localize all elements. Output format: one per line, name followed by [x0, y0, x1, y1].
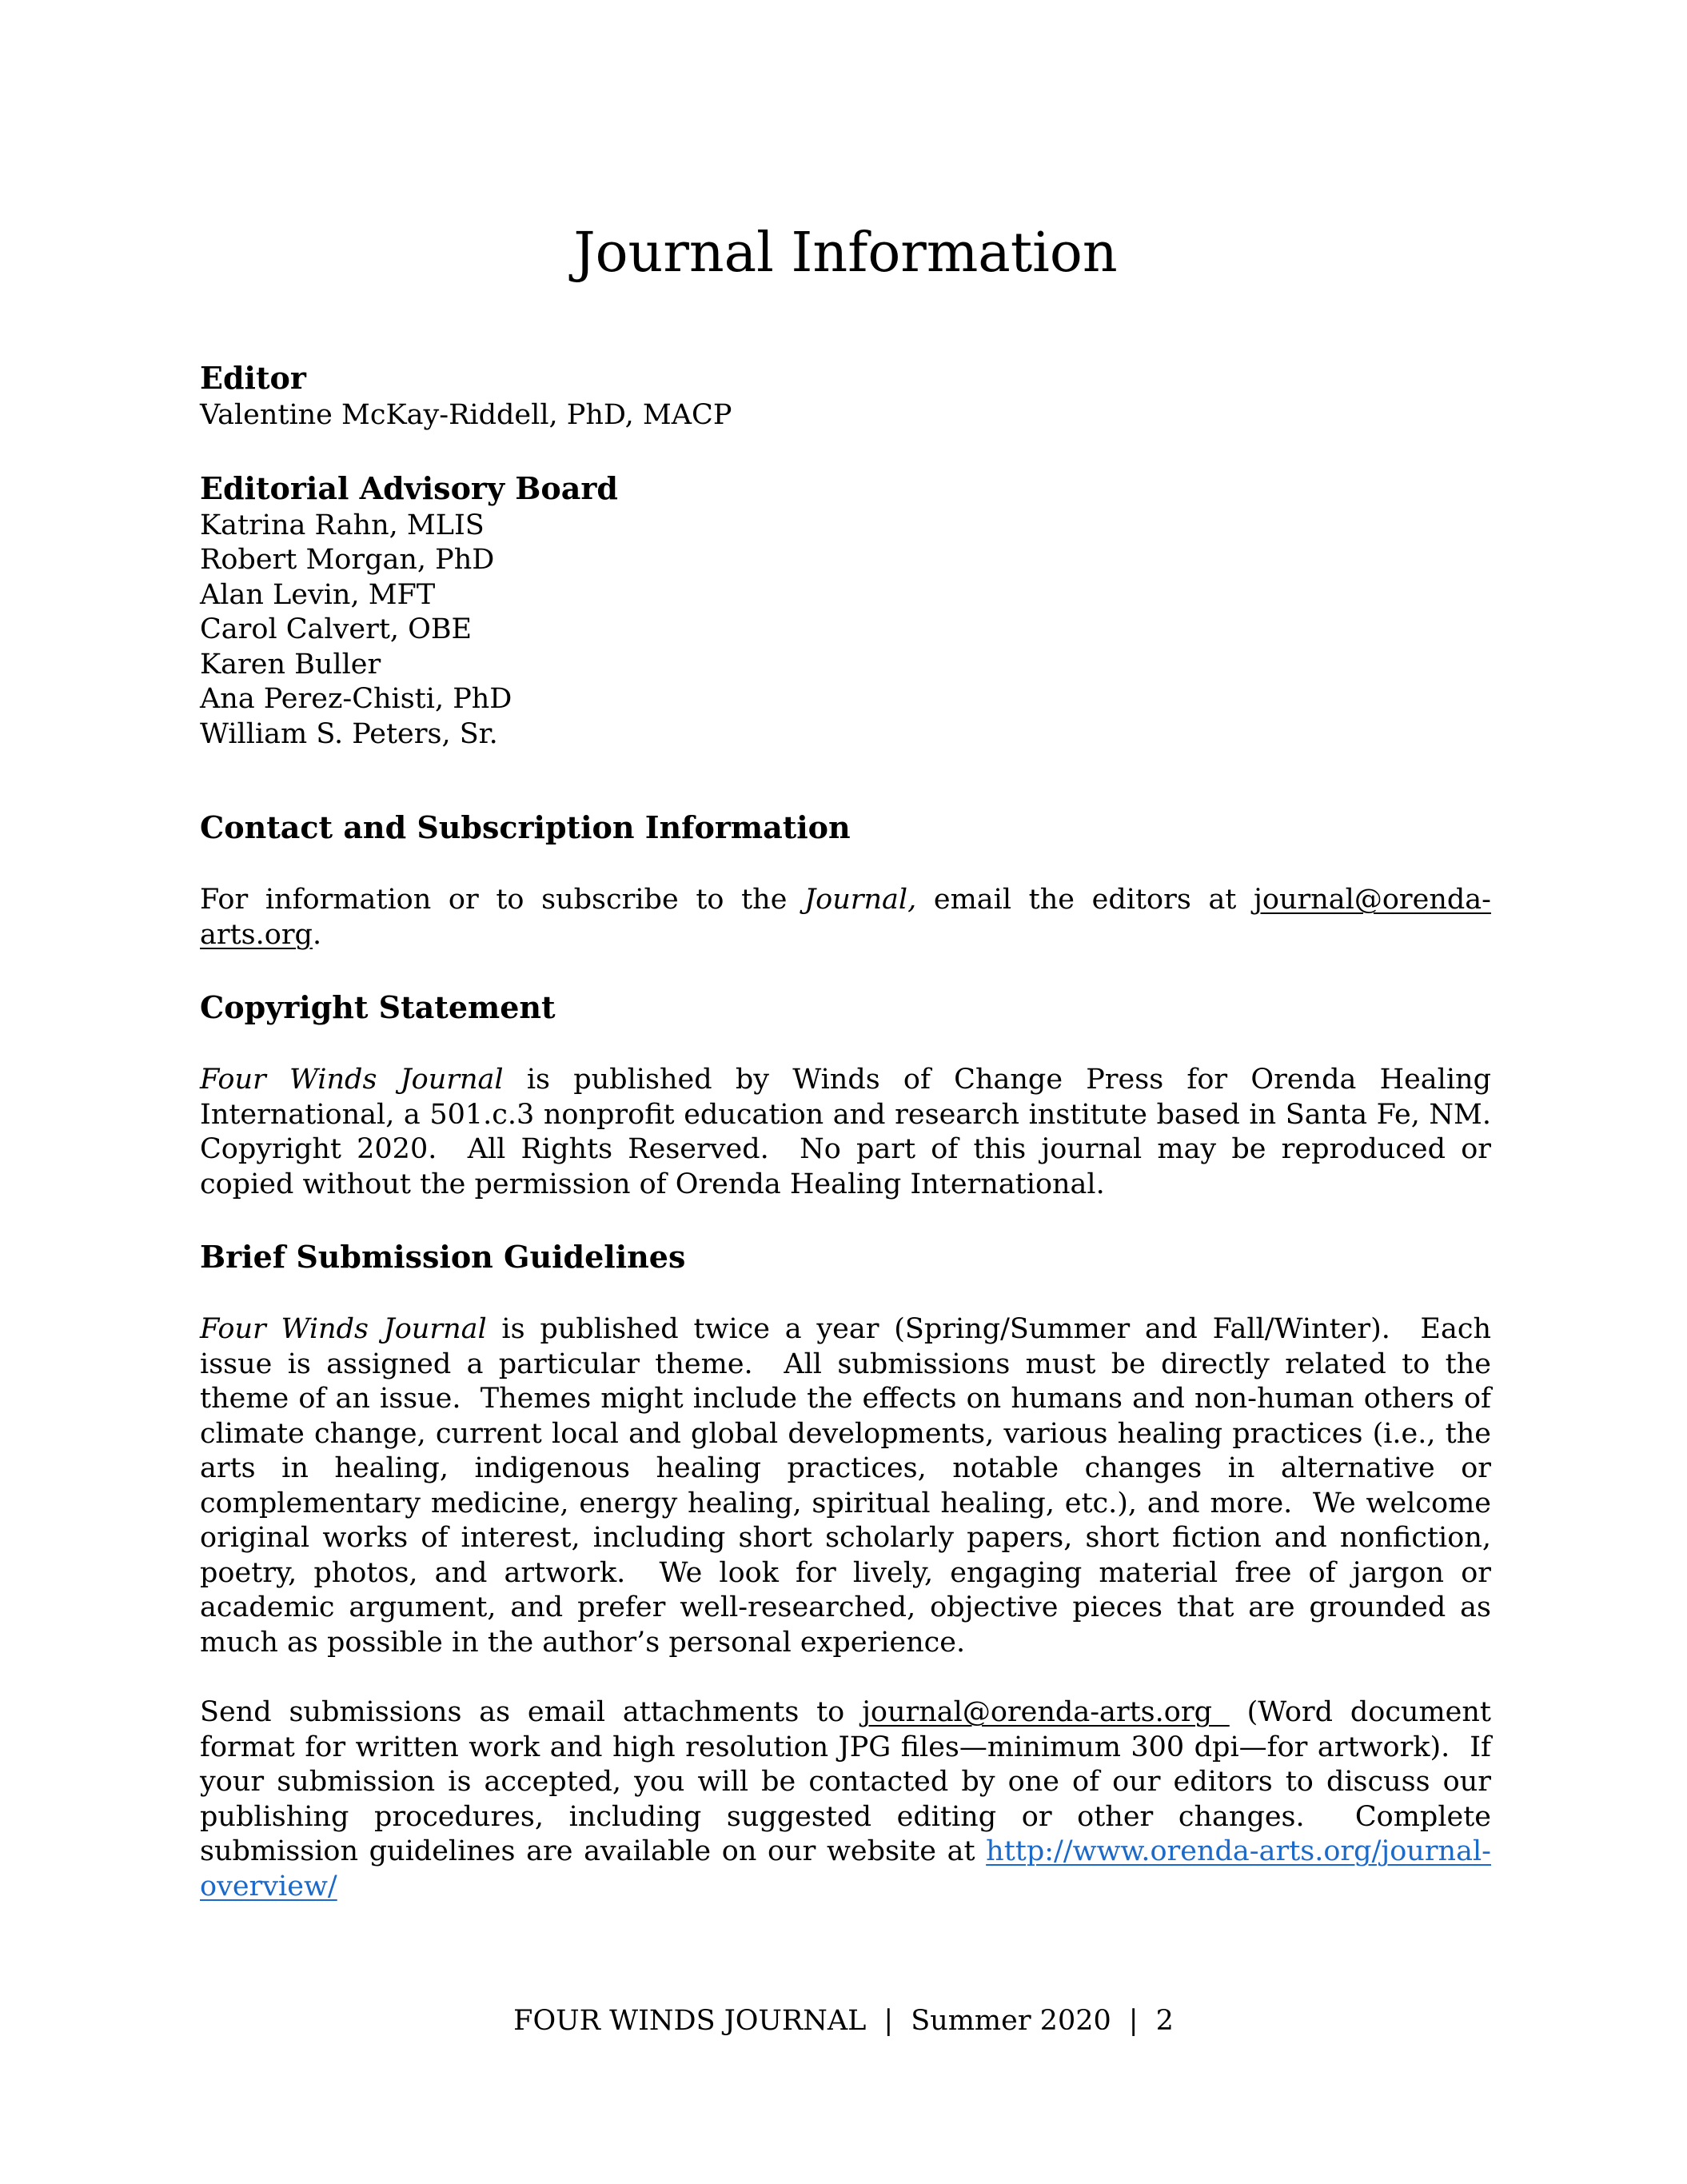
paragraph: [200, 1063, 1510, 1202]
email-link[interactable]: journal@orenda-arts.org: [200, 884, 1491, 951]
footer-issue: Summer 2020: [911, 2005, 1111, 2037]
brief-submission-guidelines-heading: Brief Submission Guidelines: [200, 1239, 686, 1275]
paragraph: [200, 883, 1491, 952]
contact-and-subscription-heading: Contact and Subscription Information: [200, 809, 851, 845]
text-run: For information or to subscribe to the: [200, 884, 805, 916]
board-member: Carol Calvert, OBE: [200, 613, 473, 645]
website-link[interactable]: http://www.orenda-arts.org/journal-overview/: [200, 1835, 1491, 1903]
editor-section: [200, 358, 1491, 433]
advisory-board-heading: Editorial Advisory Board: [200, 469, 618, 506]
section-brief-submission-guidelines: [200, 1237, 1501, 1904]
text-run: .: [312, 918, 322, 951]
page-title: Journal Information: [573, 222, 1118, 285]
editor-name: Valentine McKay-Riddell, PhD, MACP: [200, 399, 732, 431]
text-run: Four Winds Journal: [200, 1064, 504, 1096]
advisory-board-list: [200, 509, 1491, 753]
board-member: Karen Buller: [200, 648, 381, 681]
text-run: is published twice a year (Spring/Summer and Fall/Winter). Each issue is assigned a particular theme. All submissions must be directly related to the theme of an issue. Themes might include the effects on humans and non-human others of climate change, current local and global developments, various healing practices (i.e., the arts in healing, indigenous healing practices, notable changes in alternative or complementary medicine, energy healing, spiritual healing, etc.), and more. We welcome original works of interest, including short scholarly papers, short fiction and nonfiction, poetry, photos, and artwork. We look for lively, engaging material free of jargon or academic argument, and prefer well-researched, objective pieces that are grounded as much as possible in the author’s personal experience.: [200, 1313, 1501, 1659]
board-member: Katrina Rahn, MLIS: [200, 509, 485, 541]
text-run: Send submissions as email attachments to: [200, 1696, 863, 1728]
editor-heading: Editor: [200, 360, 306, 396]
document-sections: [200, 808, 1510, 1904]
text-run: Journal,: [804, 884, 917, 916]
footer-journal-name: FOUR WINDS JOURNAL: [513, 2005, 867, 2037]
text-run: (Word document format for written work and high resolution JPG files—minimum 300 dpi—for artwork). If your submission is accepted, you will be contacted by one of our editors to discuss our publishing procedures, including suggested editing or other changes. Complete submission guidelines are available on our website at: [200, 1696, 1501, 1867]
email-link[interactable]: journal@orenda-arts.org: [862, 1696, 1230, 1728]
paragraph: [200, 1312, 1501, 1660]
text-run: is published by Winds of Change Press for Orenda Healing International, a 501.c.3 nonprofit education and research institute based in Santa Fe, NM. Copyright 2020. All Rights Reserved. No part of this journal may be reproduced or copied without the permission of Orenda Healing International.: [200, 1064, 1510, 1200]
board-member: Robert Morgan, PhD: [200, 544, 495, 576]
board-member: William S. Peters, Sr.: [200, 717, 498, 750]
section-contact-and-subscription: [200, 808, 1491, 952]
footer-separator: |: [1128, 2005, 1139, 2037]
footer-separator: |: [883, 2005, 894, 2037]
section-copyright-statement: [200, 988, 1510, 1202]
footer-page-number: 2: [1155, 2005, 1174, 2037]
text-run: Four Winds Journal: [200, 1313, 487, 1345]
advisory-board-section: [200, 469, 1491, 753]
copyright-statement-heading: Copyright Statement: [200, 989, 556, 1025]
board-member: Alan Levin, MFT: [200, 578, 436, 611]
text-run: email the editors at: [916, 884, 1254, 916]
paragraph: [200, 1695, 1501, 1904]
page-footer: [0, 2003, 1687, 2038]
board-member: Ana Perez-Chisti, PhD: [200, 683, 512, 715]
